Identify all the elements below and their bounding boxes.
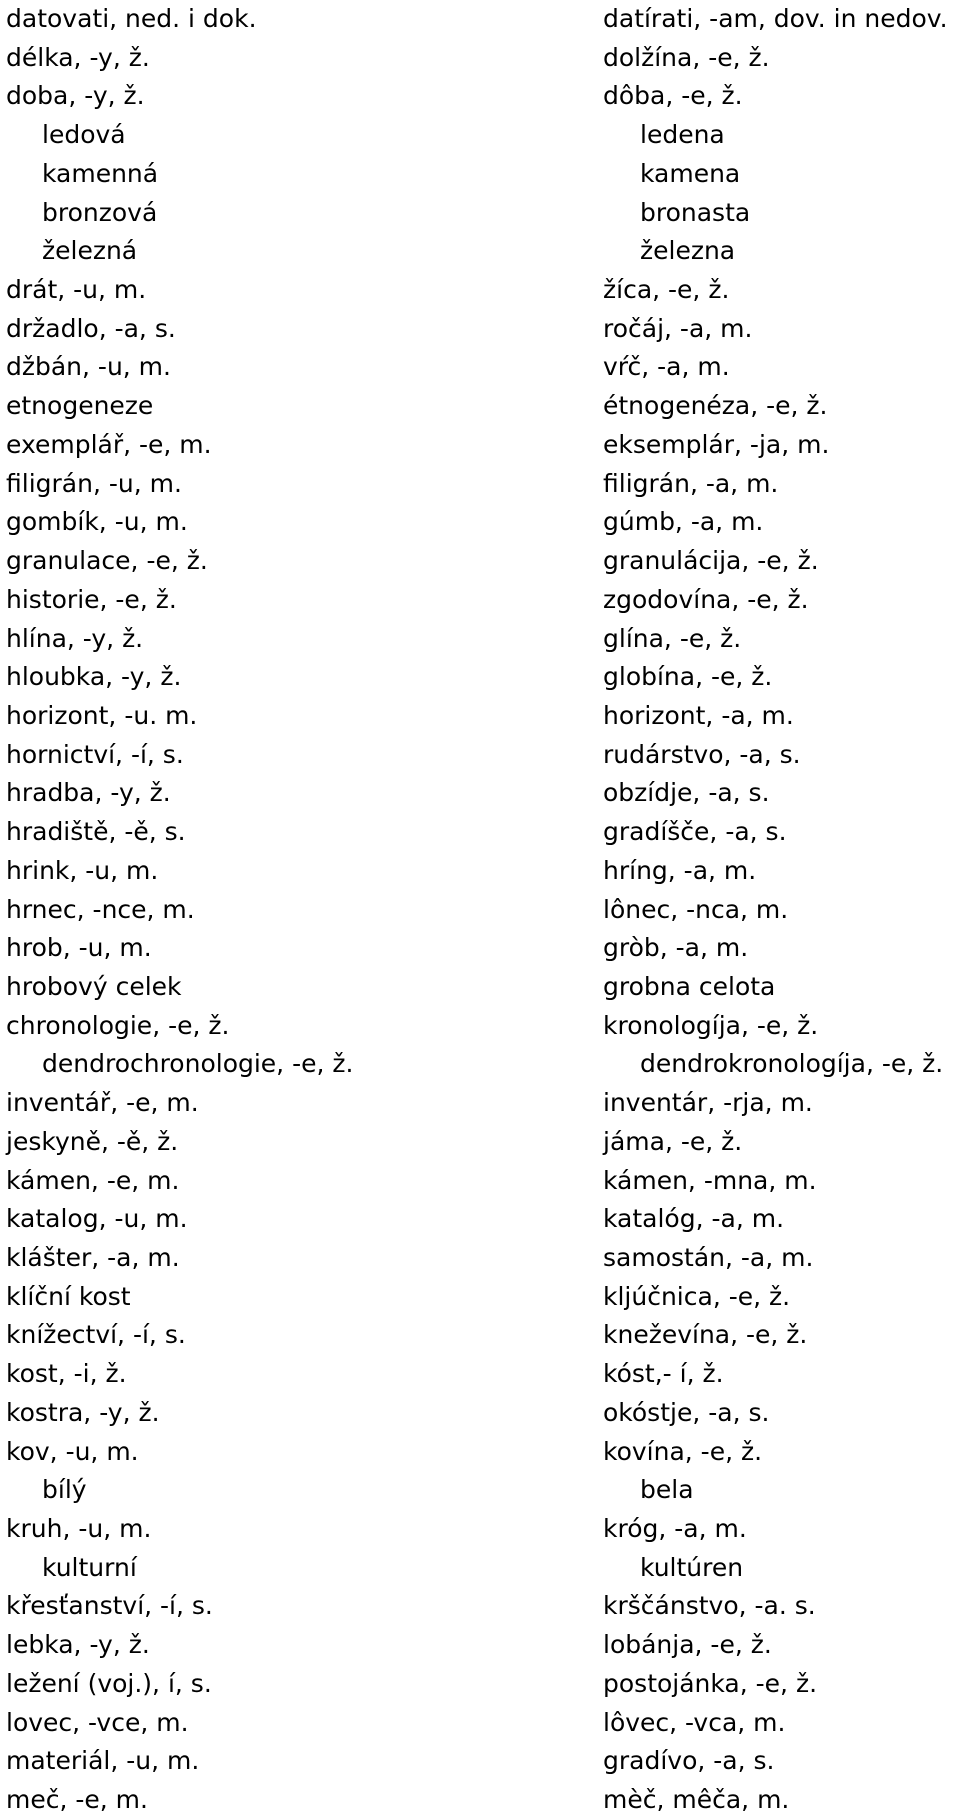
czech-term: drát, -u, m.: [6, 275, 147, 305]
czech-term: ležení (voj.), í, s.: [6, 1668, 212, 1698]
slovene-term: dolžína, -e, ž.: [603, 42, 770, 72]
glossary-row: [0, 620, 960, 659]
glossary-row: [0, 1123, 960, 1162]
czech-term: kostra, -y, ž.: [6, 1397, 160, 1427]
czech-term: filigrán, -u, m.: [6, 468, 182, 498]
czech-term: gombík, -u, m.: [6, 507, 188, 537]
glossary-row: [0, 968, 960, 1007]
slovene-subterm: bela: [640, 1475, 694, 1505]
glossary-row: [0, 658, 960, 697]
czech-subterm: bílý: [42, 1475, 87, 1505]
glossary-row: [0, 542, 960, 581]
slovene-term: žíca, -e, ž.: [603, 275, 730, 305]
slovene-term: kronologíja, -e, ž.: [603, 1010, 819, 1040]
czech-term: kov, -u, m.: [6, 1436, 139, 1466]
czech-term: lebka, -y, ž.: [6, 1630, 150, 1660]
slovene-term: ročáj, -a, m.: [603, 313, 753, 343]
glossary-row: [0, 1781, 960, 1820]
glossary-row: [0, 1704, 960, 1743]
slovene-subterm: kultúren: [640, 1552, 744, 1582]
czech-subterm: železná: [42, 236, 138, 266]
glossary-row: [0, 387, 960, 426]
slovene-term: hríng, -a, m.: [603, 855, 757, 885]
slovene-subterm: kamena: [640, 158, 741, 188]
slovene-subterm: ledena: [640, 120, 725, 150]
slovene-term: gradíšče, -a, s.: [603, 817, 787, 847]
czech-term: kost, -i, ž.: [6, 1359, 127, 1389]
glossary-row: [0, 1316, 960, 1355]
czech-subterm: dendrochronologie, -e, ž.: [42, 1049, 354, 1079]
slovene-term: obzídje, -a, s.: [603, 778, 770, 808]
glossary-row: [0, 1549, 960, 1588]
glossary-row: [0, 1394, 960, 1433]
glossary-row: [0, 736, 960, 775]
slovene-term: étnogenéza, -e, ž.: [603, 391, 828, 421]
czech-term: knížectví, -í, s.: [6, 1320, 186, 1350]
slovene-subterm: železna: [640, 236, 736, 266]
slovene-subterm: bronasta: [640, 197, 751, 227]
glossary-row: [0, 929, 960, 968]
glossary-row: [0, 232, 960, 271]
glossary-row: [0, 194, 960, 233]
slovene-term: gradívo, -a, s.: [603, 1746, 775, 1776]
czech-subterm: bronzová: [42, 197, 158, 227]
slovene-term: inventár, -rja, m.: [603, 1088, 813, 1118]
czech-subterm: kamenná: [42, 158, 159, 188]
slovene-term: krščánstvo, -a. s.: [603, 1591, 816, 1621]
glossary-row: [0, 1471, 960, 1510]
czech-term: hrnec, -nce, m.: [6, 894, 195, 924]
czech-term: hradiště, -ě, s.: [6, 817, 186, 847]
glossary-row: [0, 813, 960, 852]
slovene-term: katalóg, -a, m.: [603, 1204, 785, 1234]
czech-term: materiál, -u, m.: [6, 1746, 200, 1776]
czech-term: hornictví, -í, s.: [6, 739, 184, 769]
glossary-row: [0, 0, 960, 39]
slovene-term: horizont, -a, m.: [603, 700, 794, 730]
slovene-term: kámen, -mna, m.: [603, 1165, 817, 1195]
czech-term: inventář, -e, m.: [6, 1088, 199, 1118]
slovene-term: globína, -e, ž.: [603, 662, 773, 692]
slovene-term: postojánka, -e, ž.: [603, 1668, 818, 1698]
slovene-term: lônec, -nca, m.: [603, 894, 789, 924]
czech-term: granulace, -e, ž.: [6, 546, 208, 576]
slovene-term: rudárstvo, -a, s.: [603, 739, 801, 769]
slovene-term: mèč, mêča, m.: [603, 1785, 790, 1815]
slovene-term: lôvec, -vca, m.: [603, 1707, 786, 1737]
czech-subterm: kulturní: [42, 1552, 137, 1582]
czech-term: meč, -e, m.: [6, 1785, 148, 1815]
glossary-row: [0, 77, 960, 116]
czech-term: exemplář, -e, m.: [6, 429, 212, 459]
glossary-row: [0, 1278, 960, 1317]
czech-term: hrink, -u, m.: [6, 855, 159, 885]
slovene-term: samostán, -a, m.: [603, 1243, 814, 1272]
slovene-term: filigrán, -a, m.: [603, 468, 779, 498]
slovene-term: okóstje, -a, s.: [603, 1397, 770, 1427]
czech-term: datovati, ned. i dok.: [6, 4, 257, 33]
glossary-row: [0, 1742, 960, 1781]
glossary-row: [0, 271, 960, 310]
slovene-term: jáma, -e, ž.: [603, 1126, 743, 1156]
slovene-term: granulácija, -e, ž.: [603, 546, 819, 576]
glossary-row: [0, 1626, 960, 1665]
glossary-row: [0, 465, 960, 504]
czech-term: jeskyně, -ě, ž.: [6, 1126, 179, 1156]
glossary-row: [0, 1665, 960, 1704]
slovene-term: gròb, -a, m.: [603, 933, 749, 963]
glossary-row: [0, 39, 960, 78]
slovene-term: kljúčnica, -e, ž.: [603, 1281, 791, 1311]
czech-subterm: ledová: [42, 120, 126, 150]
czech-term: délka, -y, ž.: [6, 42, 150, 72]
glossary-row: [0, 1084, 960, 1123]
glossary-row: [0, 1433, 960, 1472]
glossary-row: [0, 426, 960, 465]
czech-term: klášter, -a, m.: [6, 1243, 180, 1272]
czech-term: kámen, -e, m.: [6, 1165, 180, 1195]
glossary-row: [0, 116, 960, 155]
czech-term: klíční kost: [6, 1281, 131, 1311]
czech-term: horizont, -u. m.: [6, 700, 198, 730]
glossary-row: [0, 1510, 960, 1549]
czech-term: držadlo, -a, s.: [6, 313, 176, 343]
slovene-term: kóst,- í, ž.: [603, 1359, 724, 1389]
czech-term: křesťanství, -í, s.: [6, 1591, 213, 1621]
glossary-row: [0, 1200, 960, 1239]
glossary-row: [0, 348, 960, 387]
glossary-row: [0, 581, 960, 620]
glossary-row: [0, 697, 960, 736]
slovene-term: zgodovína, -e, ž.: [603, 584, 809, 614]
slovene-term: lobánja, -e, ž.: [603, 1630, 772, 1660]
czech-term: chronologie, -e, ž.: [6, 1010, 230, 1040]
czech-term: katalog, -u, m.: [6, 1204, 188, 1234]
slovene-term: króg, -a, m.: [603, 1514, 747, 1544]
czech-term: lovec, -vce, m.: [6, 1707, 189, 1737]
glossary-row: [0, 852, 960, 891]
czech-term: doba, -y, ž.: [6, 81, 145, 111]
slovene-term: glína, -e, ž.: [603, 623, 742, 653]
glossary-row: [0, 1162, 960, 1201]
slovene-term: kneževína, -e, ž.: [603, 1320, 808, 1350]
slovene-term: kovína, -e, ž.: [603, 1436, 763, 1466]
slovene-term: gúmb, -a, m.: [603, 507, 764, 537]
czech-term: džbán, -u, m.: [6, 352, 171, 382]
slovene-term: eksemplár, -ja, m.: [603, 429, 830, 459]
czech-term: hradba, -y, ž.: [6, 778, 171, 808]
glossary-row: [0, 1239, 960, 1278]
czech-term: kruh, -u, m.: [6, 1514, 152, 1544]
czech-term: hlína, -y, ž.: [6, 623, 144, 653]
czech-term: etnogeneze: [6, 391, 154, 421]
glossary-row: [0, 1045, 960, 1084]
czech-term: historie, -e, ž.: [6, 584, 177, 614]
czech-term: hrobový celek: [6, 971, 182, 1001]
glossary-row: [0, 1587, 960, 1626]
slovene-term: dôba, -e, ž.: [603, 81, 743, 111]
glossary-row: [0, 155, 960, 194]
czech-term: hloubka, -y, ž.: [6, 662, 182, 692]
slovene-term: vŕč, -a, m.: [603, 352, 730, 382]
slovene-term: grobna celota: [603, 971, 776, 1001]
glossary-row: [0, 1007, 960, 1046]
glossary-row: [0, 503, 960, 542]
glossary-row: [0, 891, 960, 930]
glossary-row: [0, 774, 960, 813]
glossary-row: [0, 1355, 960, 1394]
czech-term: hrob, -u, m.: [6, 933, 152, 963]
slovene-subterm: dendrokronologíja, -e, ž.: [640, 1049, 944, 1079]
glossary-row: [0, 310, 960, 349]
slovene-term: datírati, -am, dov. in nedov.: [603, 4, 948, 33]
